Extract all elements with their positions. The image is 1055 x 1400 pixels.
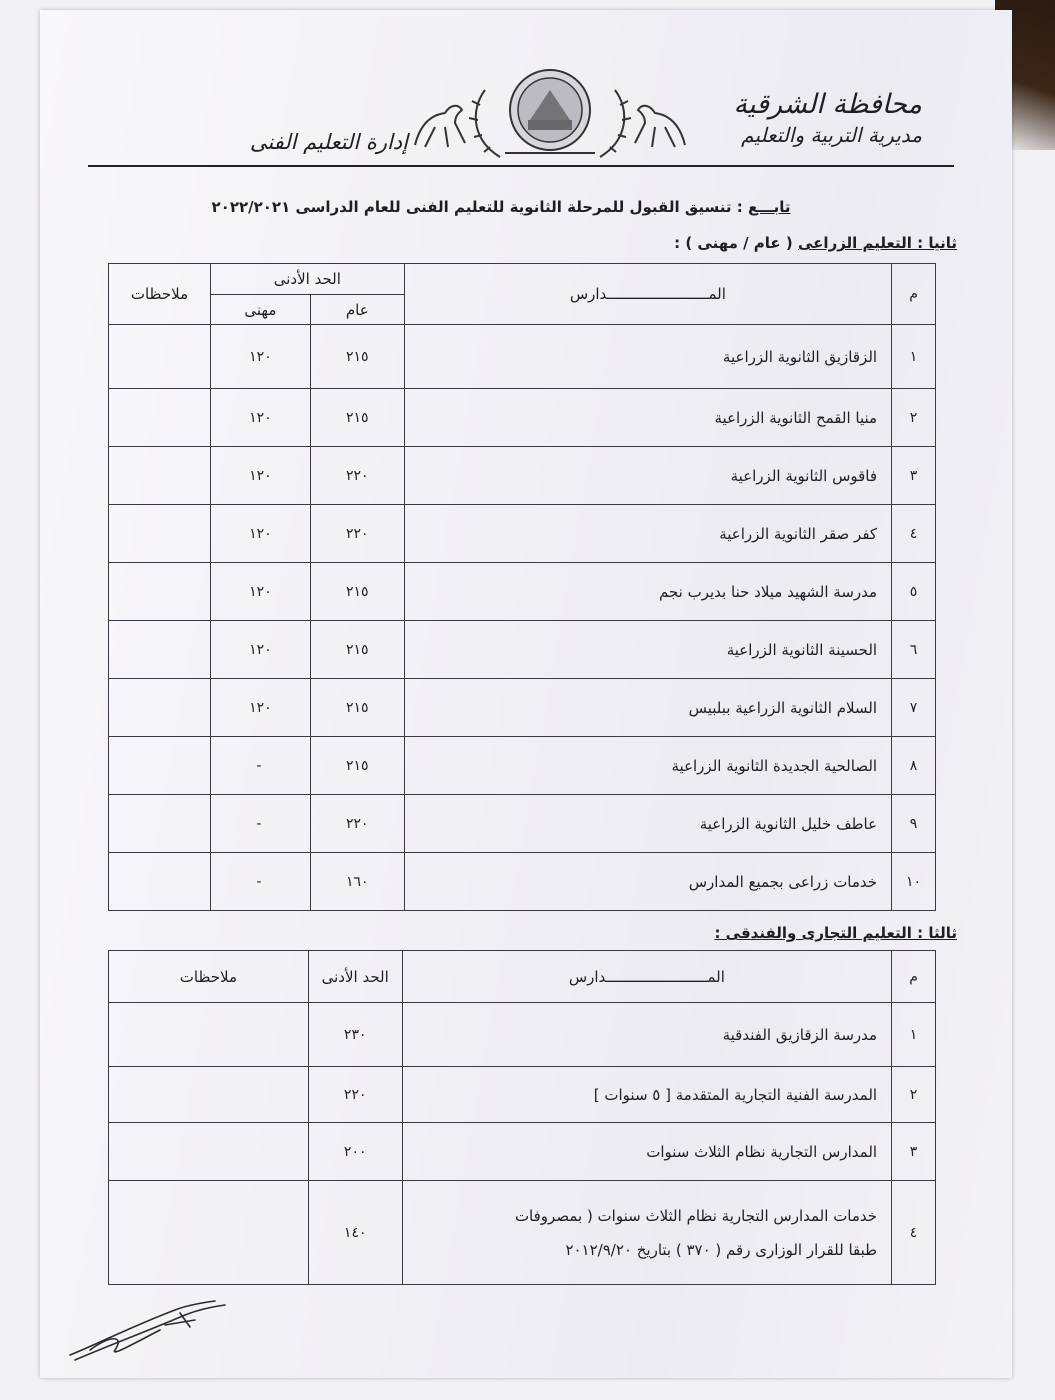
row-index: ٦ [892, 621, 936, 679]
row-index: ٥ [892, 563, 936, 621]
schools-header: المـــــــــــــــــــــــدارس [402, 951, 891, 1003]
table-row [109, 389, 936, 447]
min-grade-header: الحد الأدنى [210, 264, 404, 295]
table-row [109, 325, 936, 389]
vocational-grade: ١٢٠ [210, 563, 310, 621]
general-grade: ٢٢٠ [310, 795, 404, 853]
row-index: ٤ [892, 505, 936, 563]
vocational-grade: ١٢٠ [210, 389, 310, 447]
row-index: ٤ [892, 1181, 936, 1285]
table-row [109, 563, 936, 621]
row-note [109, 325, 211, 389]
vocational-grade: - [210, 853, 310, 911]
row-index: ٢ [892, 1067, 936, 1123]
row-index: ٩ [892, 795, 936, 853]
row-note [109, 679, 211, 737]
min-grade: ٢٢٠ [308, 1067, 402, 1123]
agricultural-subtitle: ( عام / مهنى ) : [674, 234, 793, 252]
general-grade: ١٦٠ [310, 853, 404, 911]
governorate-emblem-icon [400, 65, 700, 165]
governorate-name: محافظة الشرقية [733, 89, 922, 120]
row-index: ٢ [892, 389, 936, 447]
general-grade: ٢١٥ [310, 563, 404, 621]
table-row [109, 1067, 936, 1123]
table-row [109, 679, 936, 737]
vocational-grade: ١٢٠ [210, 325, 310, 389]
title-lead: تابـــع [747, 198, 791, 216]
school-name: الصالحية الجديدة الثانوية الزراعية [404, 737, 891, 795]
agricultural-section-heading [674, 234, 957, 252]
governorate-header [662, 88, 922, 148]
vocational-grade: - [210, 737, 310, 795]
school-name: مدرسة الشهيد ميلاد حنا بديرب نجم [404, 563, 891, 621]
schools-header: المـــــــــــــــــــــــدارس [404, 264, 891, 325]
row-note [109, 1181, 309, 1285]
general-grade: ٢١٥ [310, 679, 404, 737]
table-row [109, 1003, 936, 1067]
row-note [109, 1067, 309, 1123]
vocational-grade: ١٢٠ [210, 447, 310, 505]
row-note [109, 563, 211, 621]
row-index: ٣ [892, 1123, 936, 1181]
school-name: الزقازيق الثانوية الزراعية [404, 325, 891, 389]
table-row [109, 1123, 936, 1181]
agricultural-header-row [109, 264, 936, 295]
row-index: ١ [892, 325, 936, 389]
general-grade: ٢٢٠ [310, 447, 404, 505]
vocational-grade: ١٢٠ [210, 505, 310, 563]
commercial-section-heading [714, 924, 957, 942]
document-page [40, 10, 1012, 1378]
commercial-heading-text: ثالثا : التعليم التجارى والفندقى : [714, 924, 957, 942]
school-name: فاقوس الثانوية الزراعية [404, 447, 891, 505]
row-note [109, 1123, 309, 1181]
school-name: الحسينة الثانوية الزراعية [404, 621, 891, 679]
school-name: مدرسة الزقازيق الفندقية [402, 1003, 891, 1067]
directorate-name: مديرية التربية والتعليم [741, 123, 922, 147]
school-name: المدرسة الفنية التجارية المتقدمة [ ٥ سنوات ] [402, 1067, 891, 1123]
row-note [109, 795, 211, 853]
general-grade: ٢١٥ [310, 621, 404, 679]
row-index: ٨ [892, 737, 936, 795]
commercial-table [108, 950, 936, 1285]
school-name-line2: طبقا للقرار الوزارى رقم ( ٣٧٠ ) بتاريخ ٢٠١٢/٩/٢٠ [565, 1240, 878, 1259]
row-index: ١ [892, 1003, 936, 1067]
vocational-grade: ١٢٠ [210, 679, 310, 737]
row-note [109, 737, 211, 795]
min-grade: ٢٣٠ [308, 1003, 402, 1067]
row-note [109, 853, 211, 911]
table-row [109, 621, 936, 679]
row-index: ٧ [892, 679, 936, 737]
school-name: السلام الثانوية الزراعية ببلبيس [404, 679, 891, 737]
row-note [109, 1003, 309, 1067]
school-name [402, 1181, 891, 1285]
handwritten-signature-icon [65, 1295, 235, 1365]
row-note [109, 621, 211, 679]
document-title [190, 198, 812, 216]
general-header: عام [310, 295, 404, 325]
row-note [109, 389, 211, 447]
table-row [109, 795, 936, 853]
min-grade: ٢٠٠ [308, 1123, 402, 1181]
table-row [109, 447, 936, 505]
notes-header: ملاحظات [109, 951, 309, 1003]
general-grade: ٢٢٠ [310, 505, 404, 563]
general-grade: ٢١٥ [310, 737, 404, 795]
school-name: عاطف خليل الثانوية الزراعية [404, 795, 891, 853]
school-name: المدارس التجارية نظام الثلاث سنوات [402, 1123, 891, 1181]
row-note [109, 447, 211, 505]
min-grade: ١٤٠ [308, 1181, 402, 1285]
agricultural-table [108, 263, 936, 911]
index-header: م [892, 264, 936, 325]
general-grade: ٢١٥ [310, 389, 404, 447]
index-header: م [892, 951, 936, 1003]
table-row [109, 853, 936, 911]
school-name: منيا القمح الثانوية الزراعية [404, 389, 891, 447]
min-grade-header: الحد الأدنى [308, 951, 402, 1003]
vocational-header: مهنى [210, 295, 310, 325]
general-grade: ٢١٥ [310, 325, 404, 389]
table-row [109, 1181, 936, 1285]
header-divider [88, 165, 954, 167]
row-index: ٣ [892, 447, 936, 505]
row-note [109, 505, 211, 563]
department-name: إدارة التعليم الفنى [249, 130, 408, 154]
row-index: ١٠ [892, 853, 936, 911]
table-row [109, 737, 936, 795]
school-name: خدمات زراعى بجميع المدارس [404, 853, 891, 911]
agricultural-heading-text: ثانيا : التعليم الزراعى [798, 234, 957, 252]
title-text: : تنسيق القبول للمرحلة الثانوية للتعليم الفنى للعام الدراسى ٢٠٢٢/٢٠٢١ [211, 198, 743, 216]
school-name-line1: خدمات المدارس التجارية نظام الثلاث سنوات ( بمصروفات [514, 1206, 878, 1225]
school-name: كفر صقر الثانوية الزراعية [404, 505, 891, 563]
commercial-header-row [109, 951, 936, 1003]
notes-header: ملاحظات [109, 264, 211, 325]
vocational-grade: - [210, 795, 310, 853]
vocational-grade: ١٢٠ [210, 621, 310, 679]
table-row [109, 505, 936, 563]
